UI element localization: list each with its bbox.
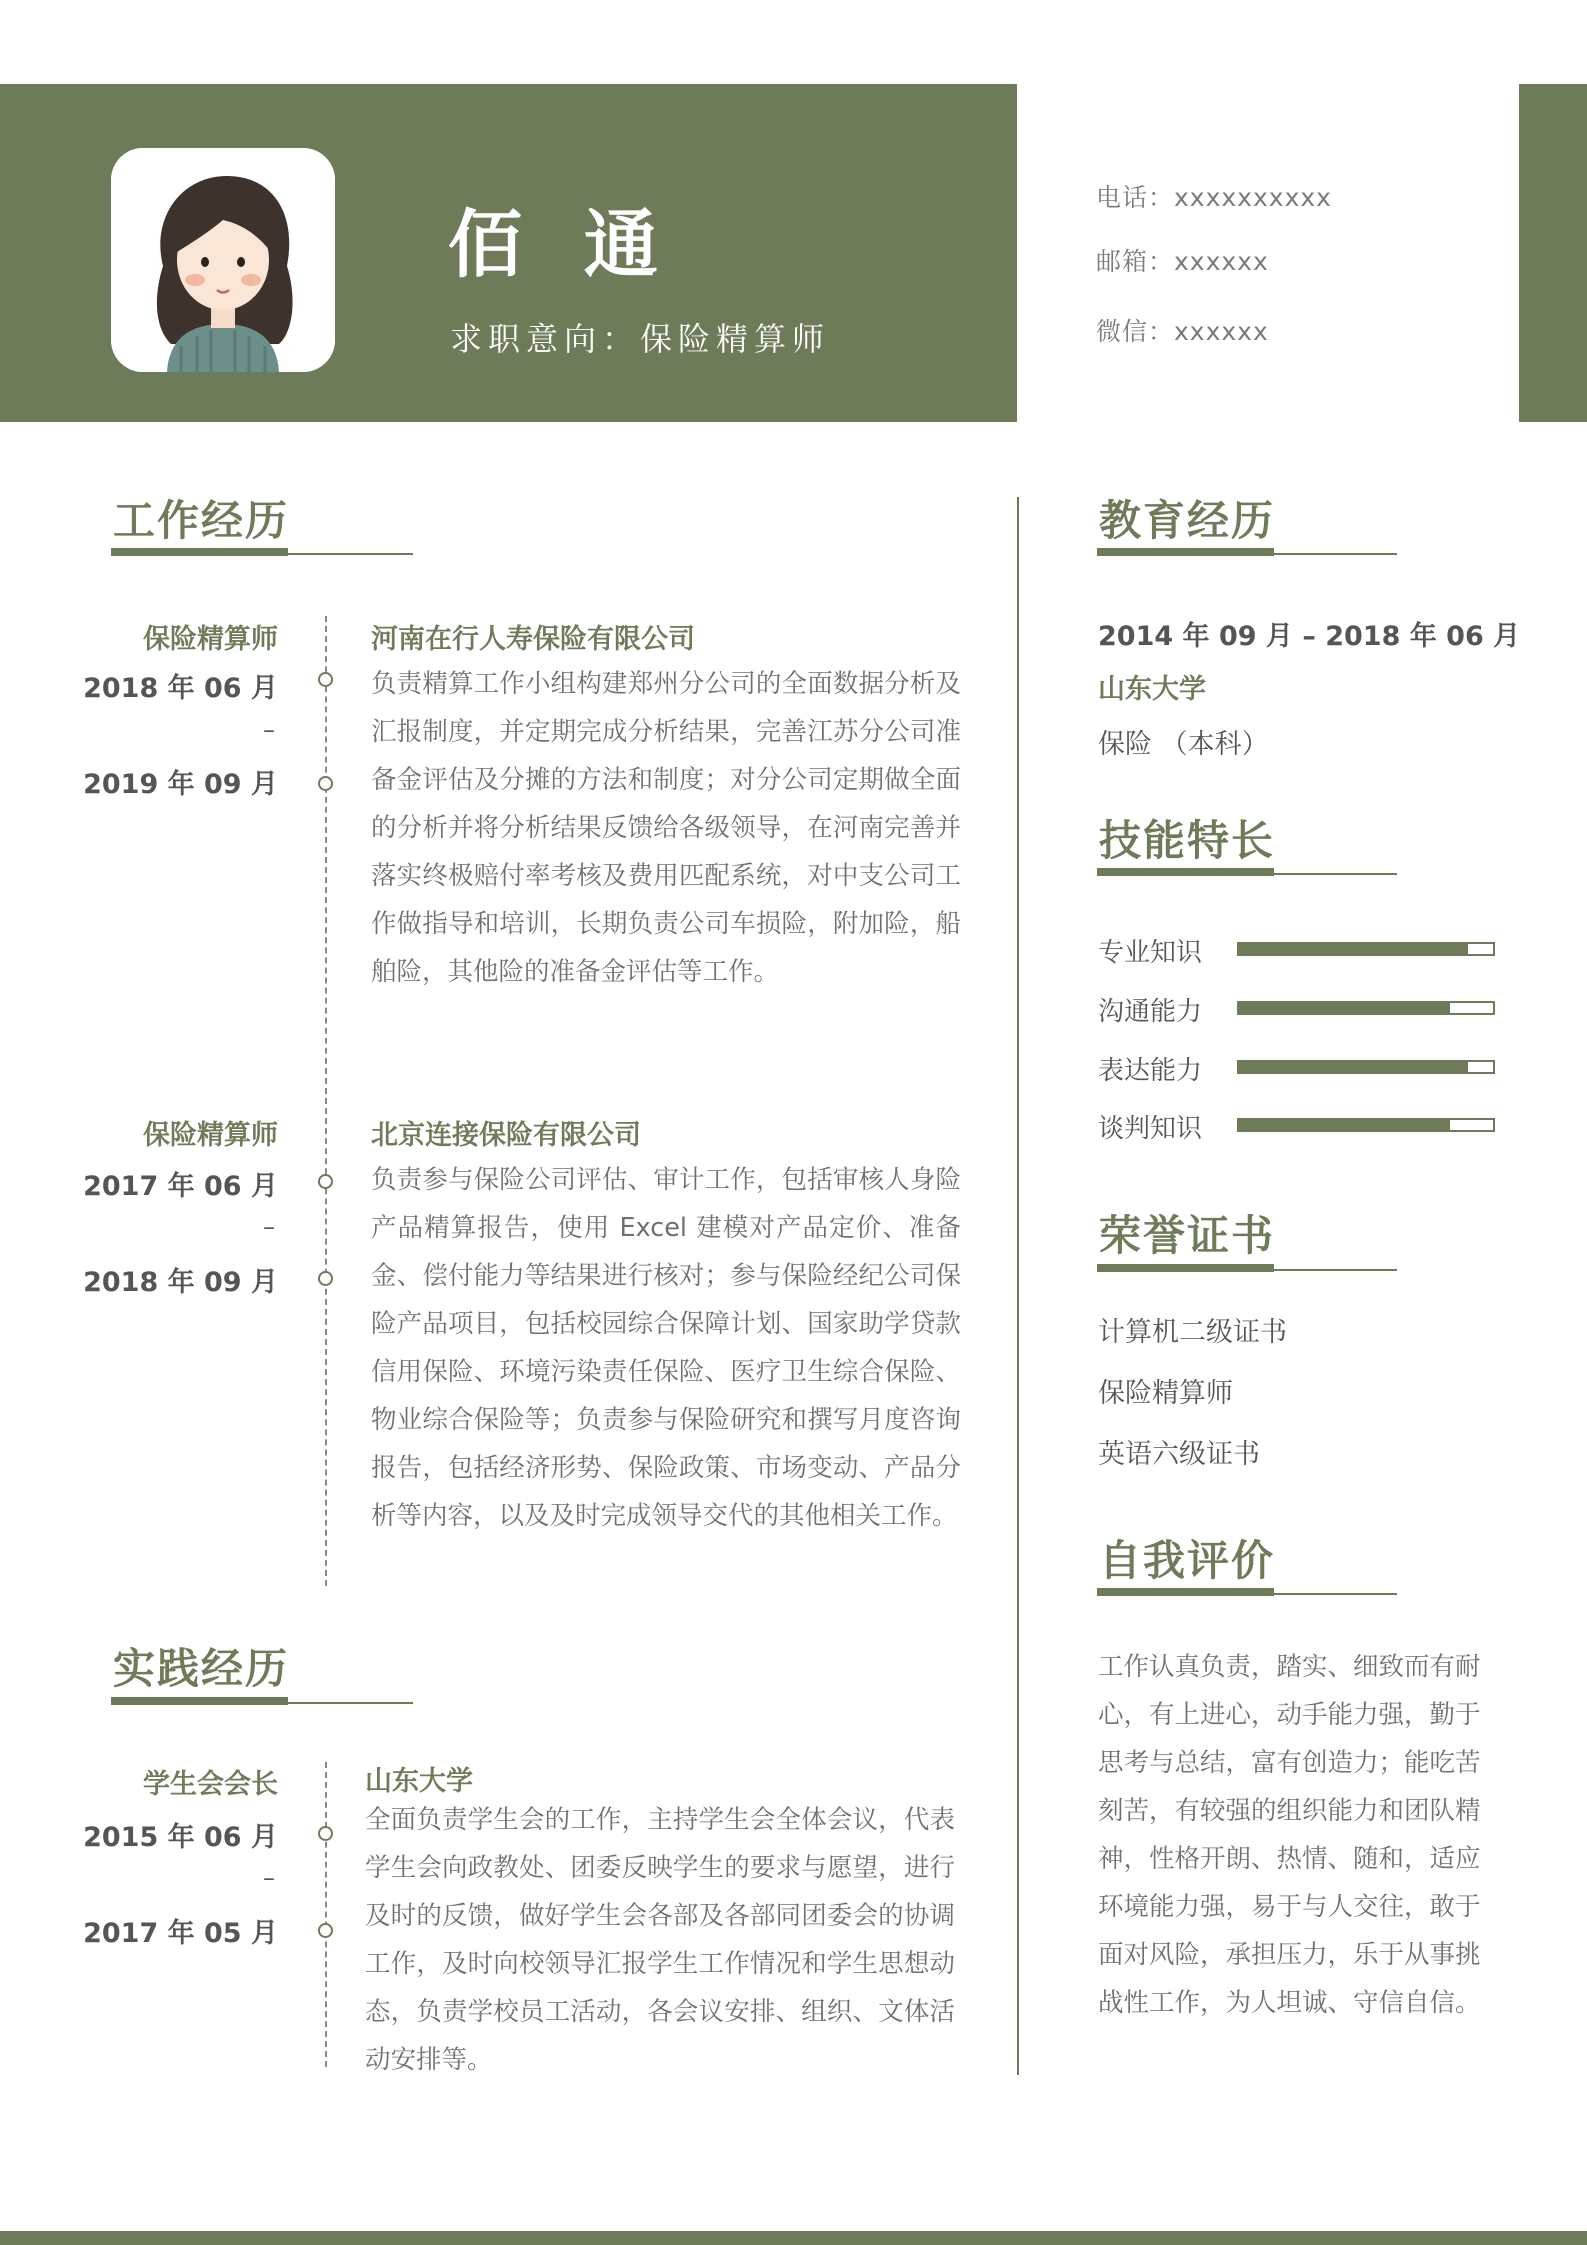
- contact-phone: 电话：xxxxxxxxxx: [1096, 183, 1332, 212]
- self-evaluation-text: 工作认真负责，踏实、细致而有耐心，有上进心，动手能力强，勤于思考与总结，富有创造力；能吃苦刻苦，有较强的组织能力和团队精神，性格开朗、热情、随和，适应环境能力强，易于与人交往，敢于面对风险，承担压力，乐于从事挑战性工作，为人坦诚、守信自信。: [1098, 1652, 1481, 2018]
- entry-date-separator: –: [263, 1213, 275, 1241]
- entry-date-separator: –: [263, 716, 275, 744]
- section-title-skills: 技能特长: [1099, 816, 1276, 865]
- job-objective: 求职意向：保险精算师: [450, 320, 831, 358]
- skill-label: 沟通能力: [1098, 997, 1203, 1027]
- timeline-dot: [318, 1826, 333, 1841]
- entry-description: 全面负责学生会的工作，主持学生会全体会议，代表学生会向政教处、团委反映学生的要求与愿望，进行及时的反馈，做好学生会各部及各部同团委会的协调工作，及时向校领导汇报学生工作情况和学生思想动态，负责学校员工活动，各会议安排、组织、文体活动安排等。: [365, 1805, 955, 2075]
- entry-end-date: 2018 年 09 月: [83, 1267, 278, 1298]
- education-period: 2014 年 09 月 – 2018 年 06 月: [1098, 621, 1521, 652]
- skill-label: 谈判知识: [1098, 1114, 1203, 1144]
- contact-wechat: 微信：xxxxxx: [1096, 317, 1269, 346]
- column-divider: [1017, 497, 1019, 2075]
- section-underline-thick: [111, 1697, 288, 1705]
- skill-bar: [1237, 1118, 1495, 1132]
- skill-bar-fill: [1239, 944, 1468, 954]
- skill-bar-fill: [1239, 1003, 1450, 1013]
- timeline-line: [325, 616, 327, 1586]
- timeline-dot: [318, 1271, 333, 1286]
- section-underline-thick: [1097, 548, 1274, 556]
- skill-label: 表达能力: [1098, 1056, 1203, 1086]
- entry-role: 学生会会长: [143, 1769, 278, 1800]
- skill-label: 专业知识: [1098, 938, 1203, 968]
- section-underline-thin: [1274, 873, 1397, 875]
- section-underline-thin: [1274, 1593, 1397, 1595]
- header-right-band: [1519, 84, 1587, 422]
- section-underline-thick: [1097, 1264, 1274, 1272]
- entry-role: 保险精算师: [143, 624, 278, 655]
- section-underline-thin: [288, 1702, 413, 1704]
- contact-email: 邮箱：xxxxxx: [1096, 247, 1269, 276]
- candidate-name: 佰 通: [448, 202, 676, 288]
- section-title-education: 教育经历: [1099, 496, 1276, 545]
- skill-bar-fill: [1239, 1120, 1450, 1130]
- section-underline-thick: [111, 548, 288, 556]
- section-title-practice: 实践经历: [113, 1644, 290, 1693]
- entry-company: 北京连接保险有限公司: [371, 1120, 641, 1151]
- timeline-line: [325, 1762, 327, 2067]
- section-underline-thin: [1274, 1269, 1397, 1271]
- avatar-illustration-icon: [111, 148, 335, 372]
- entry-company: 河南在行人寿保险有限公司: [371, 624, 695, 655]
- honor-item: 保险精算师: [1098, 1378, 1233, 1409]
- section-title-self-evaluation: 自我评价: [1099, 1536, 1276, 1585]
- education-major: 保险 （本科）: [1098, 729, 1269, 760]
- entry-description: 负责参与保险公司评估、审计工作，包括审核人身险产品精算报告，使用 Excel 建模对产品定价、准备金、偿付能力等结果进行核对；参与保险经纪公司保险产品项目，包括校园综合保障计划、国家助学贷款信用保险、环境污染责任保险、医疗卫生综合保险、物业综合保险等；负责参与保险研究和撰写月度咨询报告，包括经济形势、保险政策、市场变动、产品分析等内容，以及及时完成领导交代的其他相关工作。: [371, 1165, 961, 1531]
- skill-bar: [1237, 1060, 1495, 1074]
- entry-end-date: 2017 年 05 月: [83, 1918, 278, 1949]
- honor-item: 英语六级证书: [1098, 1439, 1260, 1470]
- timeline-dot: [318, 672, 333, 687]
- skill-bar-fill: [1239, 1062, 1468, 1072]
- entry-role: 保险精算师: [143, 1120, 278, 1151]
- entry-end-date: 2019 年 09 月: [83, 769, 278, 800]
- skill-bar: [1237, 1001, 1495, 1015]
- section-underline-thin: [1274, 553, 1397, 555]
- section-title-work: 工作经历: [113, 496, 290, 545]
- skill-bar: [1237, 942, 1495, 956]
- section-title-honors: 荣誉证书: [1099, 1211, 1276, 1260]
- section-underline-thin: [288, 553, 413, 555]
- timeline-dot: [318, 1174, 333, 1189]
- education-school: 山东大学: [1098, 674, 1206, 705]
- section-underline-thick: [1097, 1588, 1274, 1596]
- footer-bar: [0, 2231, 1587, 2245]
- timeline-dot: [318, 776, 333, 791]
- entry-start-date: 2017 年 06 月: [83, 1171, 278, 1202]
- entry-date-separator: –: [263, 1864, 275, 1892]
- entry-company: 山东大学: [365, 1766, 473, 1797]
- entry-start-date: 2015 年 06 月: [83, 1822, 278, 1853]
- honor-item: 计算机二级证书: [1098, 1317, 1287, 1348]
- section-underline-thick: [1097, 868, 1274, 876]
- avatar: [111, 148, 335, 372]
- entry-start-date: 2018 年 06 月: [83, 673, 278, 704]
- entry-description: 负责精算工作小组构建郑州分公司的全面数据分析及汇报制度，并定期完成分析结果，完善江苏分公司准备金评估及分摊的方法和制度；对分公司定期做全面的分析并将分析结果反馈给各级领导，在河南完善并落实终极赔付率考核及费用匹配系统，对中支公司工作做指导和培训，长期负责公司车损险，附加险，船舶险，其他险的准备金评估等工作。: [371, 669, 961, 987]
- timeline-dot: [318, 1923, 333, 1938]
